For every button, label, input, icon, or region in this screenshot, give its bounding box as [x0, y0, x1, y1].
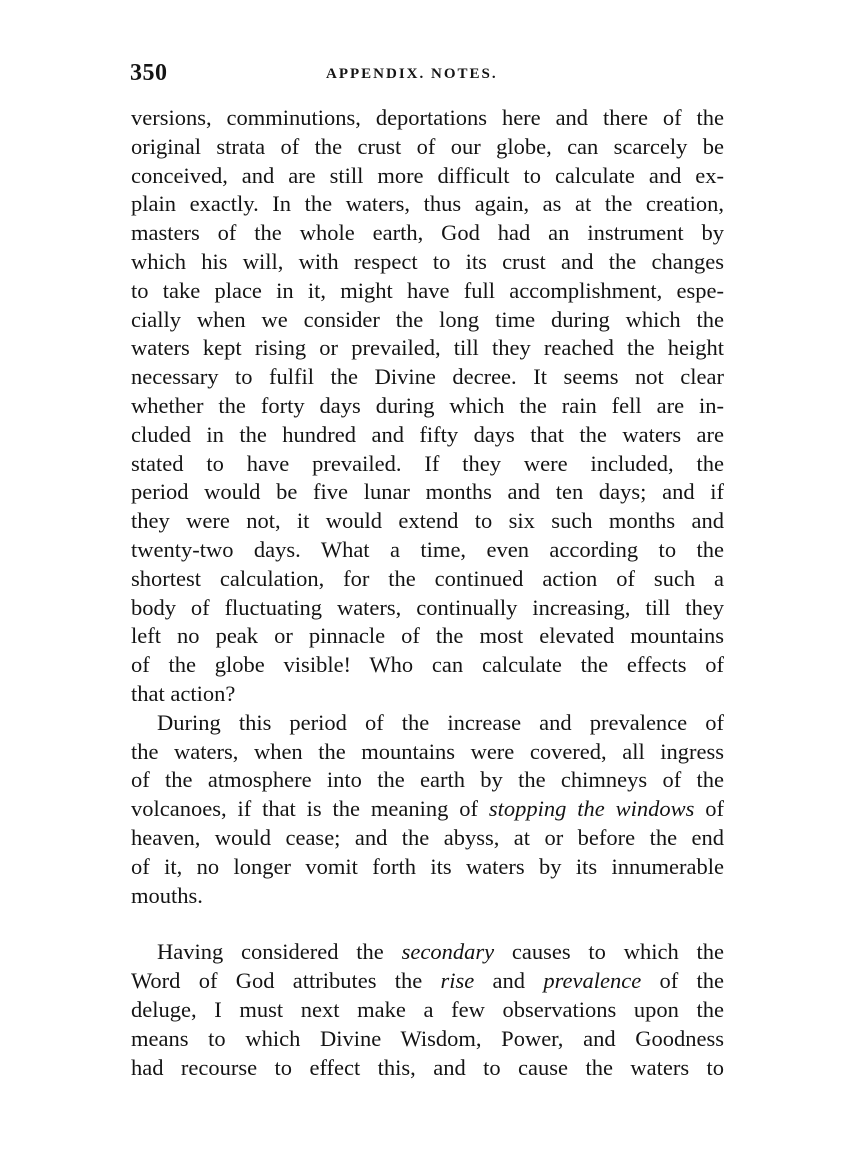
- text-run: of the: [641, 968, 724, 994]
- text-line: body of fluctuating waters, continually increasing, till they: [131, 594, 724, 620]
- text-line: they were not, it would extend to six such months and: [131, 508, 724, 534]
- paragraph: [131, 938, 724, 1082]
- text-line: shortest calculation, for the continued action of such a: [131, 565, 724, 591]
- text-line: had recourse to effect this, and to cause the waters to: [131, 1054, 724, 1080]
- text-run: causes to which the: [494, 939, 725, 965]
- paragraph-gap: [131, 910, 724, 938]
- text-run: volcanoes, if that is the meaning of: [131, 796, 489, 822]
- text-line: of it, no longer vomit forth its waters by its innumerable: [131, 853, 724, 879]
- text-run: of: [694, 796, 724, 822]
- text-line: [131, 795, 724, 824]
- page-number: 350: [130, 60, 168, 86]
- text-line: whether the forty days during which the rain fell are in-: [131, 392, 724, 418]
- text-line: that action?: [131, 680, 236, 706]
- text-line: original strata of the crust of our globe, can scarcely be: [131, 133, 724, 159]
- text-line: [131, 938, 724, 967]
- italic-phrase: stopping the windows: [488, 796, 695, 822]
- text-line: masters of the whole earth, God had an instrument by: [131, 220, 724, 246]
- text-line: the waters, when the mountains were covered, all ingress: [131, 738, 724, 764]
- italic-word: prevalence: [543, 968, 642, 994]
- italic-word: rise: [440, 968, 475, 994]
- italic-word: secondary: [401, 939, 495, 965]
- text-line: cluded in the hundred and fifty days that the waters are: [131, 421, 724, 447]
- text-line: necessary to fulfil the Divine decree. It seems not clear: [131, 364, 724, 390]
- text-line: twenty-two days. What a time, even according to the: [131, 536, 724, 562]
- text-run: and: [474, 968, 544, 994]
- text-line: of the globe visible! Who can calculate the effects of: [131, 652, 724, 678]
- text-line: During this period of the increase and prevalence of: [157, 709, 724, 735]
- text-line: of the atmosphere into the earth by the chimneys of the: [131, 767, 724, 793]
- text-line: waters kept rising or prevailed, till they reached the height: [131, 335, 724, 361]
- text-line: left no peak or pinnacle of the most elevated mountains: [131, 623, 724, 649]
- running-head: [130, 60, 722, 92]
- paragraph: [131, 104, 724, 709]
- text-line: to take place in it, might have full accomplishment, espe-: [131, 277, 724, 303]
- text-line: stated to have prevailed. If they were included, the: [131, 450, 724, 476]
- text-line: which his will, with respect to its crust and the changes: [131, 248, 724, 274]
- body-text: [131, 104, 724, 1082]
- text-line: period would be five lunar months and ten days; and if: [131, 479, 724, 505]
- text-line: cially when we consider the long time during which the: [131, 306, 724, 332]
- text-line: versions, comminutions, deportations here and there of the: [131, 105, 724, 130]
- text-line: [131, 967, 724, 996]
- text-line: plain exactly. In the waters, thus again, as at the creation,: [131, 191, 724, 217]
- text-line: deluge, I must next make a few observations upon the: [131, 996, 724, 1022]
- text-line: means to which Divine Wisdom, Power, and Goodness: [131, 1025, 724, 1051]
- paragraph: [131, 709, 724, 911]
- text-line: mouths.: [131, 882, 203, 908]
- text-line: heaven, would cease; and the abyss, at or before the end: [131, 824, 724, 850]
- running-head-title: APPENDIX. NOTES.: [326, 66, 498, 82]
- text-run: Word of God attributes the: [131, 968, 441, 994]
- text-line: conceived, and are still more difficult to calculate and ex-: [131, 162, 724, 188]
- text-run: Having considered the: [157, 939, 402, 965]
